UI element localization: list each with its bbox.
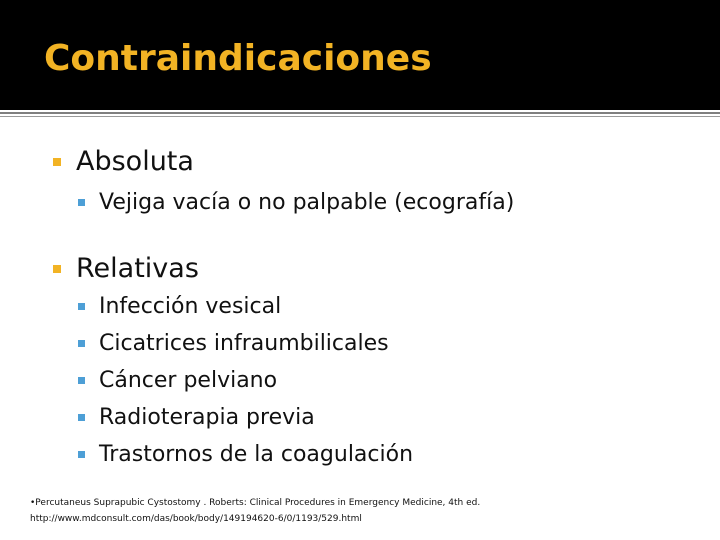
sub-bullet [78, 331, 389, 356]
bullet-absoluta [53, 146, 194, 177]
sub-bullet-text: Infección vesical [99, 294, 282, 319]
sub-bullet [78, 442, 413, 467]
section-heading: Relativas [76, 253, 199, 284]
square-bullet-icon [78, 303, 85, 310]
sub-bullet-text: Cáncer pelviano [99, 368, 278, 393]
sub-bullet [78, 368, 277, 393]
sub-bullet [78, 190, 514, 215]
section-heading: Absoluta [76, 146, 194, 177]
square-bullet-icon [78, 199, 85, 206]
sub-bullet [78, 405, 315, 430]
sub-bullet-text: Trastornos de la coagulación [99, 442, 414, 467]
reference-citation: •Percutaneus Suprapubic Cystostomy . Roberts: Clinical Procedures in Emergency Medicine, 4th ed. [30, 498, 481, 508]
square-bullet-icon [53, 265, 61, 273]
square-bullet-icon [78, 340, 85, 347]
square-bullet-icon [53, 158, 61, 166]
square-bullet-icon [78, 377, 85, 384]
slide-title: Contraindicaciones [44, 38, 432, 79]
sub-bullet-text: Cicatrices infraumbilicales [99, 331, 389, 356]
reference-url: http://www.mdconsult.com/das/book/body/149194620-6/0/1193/529.html [30, 514, 362, 524]
square-bullet-icon [78, 451, 85, 458]
sub-bullet-text: Radioterapia previa [99, 405, 315, 430]
sub-bullet-text: Vejiga vacía o no palpable (ecografía) [99, 190, 515, 215]
square-bullet-icon [78, 414, 85, 421]
sub-bullet [78, 294, 281, 319]
bullet-relativas [53, 253, 199, 284]
